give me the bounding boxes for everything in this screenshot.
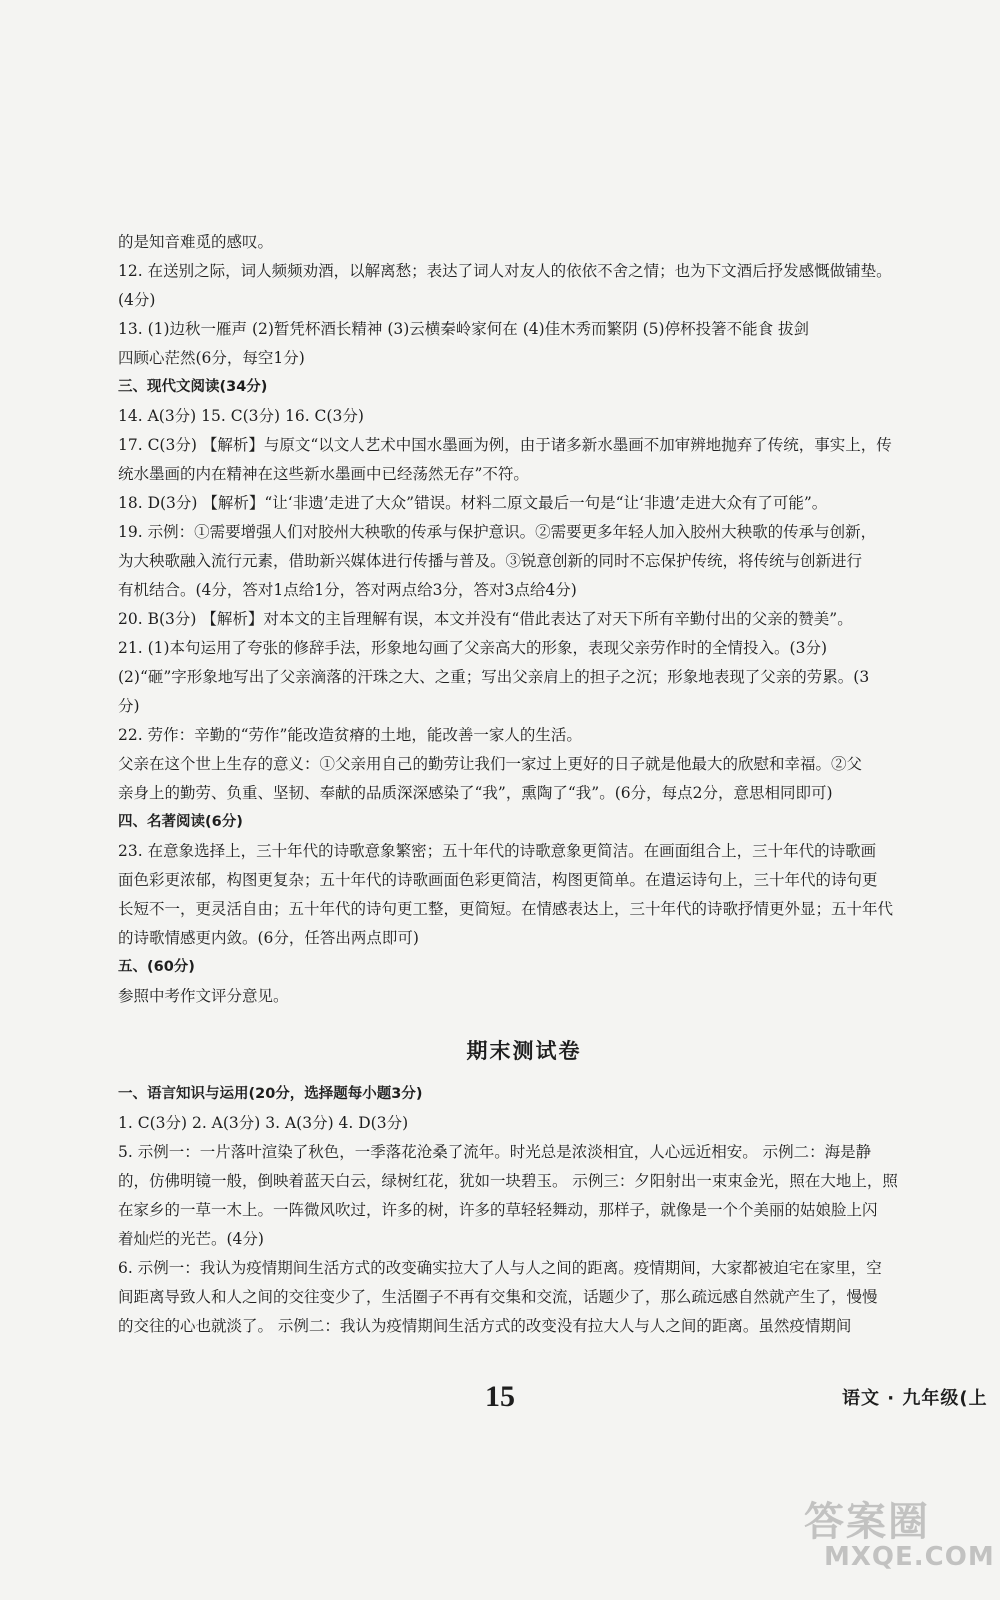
text-line: 20. B(3分) 【解析】对本文的主旨理解有误，本文并没有“借此表达了对天下所有辛勤付出的父亲的赞美”。 bbox=[118, 610, 853, 628]
text-line: 17. C(3分) 【解析】与原文“以文人艺术中国水墨画为例，由于诸多新水墨画不加审辨地抛弃了传统，事实上，传 bbox=[118, 436, 892, 454]
text-line: 长短不一，更灵活自由；五十年代的诗句更工整，更简短。在情感表达上，三十年代的诗歌抒情更外显；五十年代 bbox=[118, 900, 894, 918]
text-line: 面色彩更浓郁，构图更复杂；五十年代的诗歌画面色彩更简洁，构图更简单。在遣运诗句上，三十年代的诗句更 bbox=[118, 871, 878, 889]
watermark-en: MXQE.COM bbox=[824, 1542, 995, 1572]
text-line: 13. (1)边秋一雁声 (2)暂凭杯酒长精神 (3)云横秦岭家何在 (4)佳木秀而繁阴 (5)停杯投箸不能食 拔剑 bbox=[118, 320, 809, 338]
text-line: 6. 示例一：我认为疫情期间生活方式的改变确实拉大了人与人之间的距离。疫情期间，大家都被迫宅在家里，空 bbox=[118, 1259, 882, 1277]
text-line: 21. (1)本句运用了夸张的修辞手法，形象地勾画了父亲高大的形象，表现父亲劳作时的全情投入。(3分) bbox=[118, 639, 827, 657]
watermark-logo bbox=[800, 1490, 995, 1590]
section-heading: 四、名著阅读(6分) bbox=[118, 814, 243, 830]
text-line: 间距离导致人和人之间的交往变少了，生活圈子不再有交集和交流，话题少了，那么疏远感自然就产生了，慢慢 bbox=[118, 1288, 878, 1306]
text-line: 统水墨画的内在精神在这些新水墨画中已经荡然无存”不符。 bbox=[118, 465, 529, 483]
text-line: 着灿烂的光芒。(4分) bbox=[118, 1230, 264, 1248]
text-line: 分) bbox=[118, 697, 140, 715]
exam-title: 期末测试卷 bbox=[466, 1039, 582, 1063]
text-line: 19. 示例：①需要增强人们对胶州大秧歌的传承与保护意识。②需要更多年轻人加入胶州大秧歌的传承与创新， bbox=[118, 523, 877, 541]
text-line: 14. A(3分) 15. C(3分) 16. C(3分) bbox=[118, 407, 364, 425]
text-line: 有机结合。(4分，答对1点给1分，答对两点给3分，答对3点给4分) bbox=[118, 581, 577, 599]
subject-label: 语文 · 九年级(上 bbox=[842, 1388, 988, 1409]
text-line: 1. C(3分) 2. A(3分) 3. A(3分) 4. D(3分) bbox=[118, 1114, 409, 1132]
page-number: 15 bbox=[485, 1380, 515, 1413]
text-line: 23. 在意象选择上，三十年代的诗歌意象繁密；五十年代的诗歌意象更简洁。在画面组合上，三十年代的诗歌画 bbox=[118, 842, 877, 860]
text-line: 5. 示例一：一片落叶渲染了秋色，一季落花沧桑了流年。时光总是浓淡相宜，人心远近相安。 示例二：海是静 bbox=[118, 1143, 872, 1161]
text-line: 18. D(3分) 【解析】“让‘非遗’走进了大众”错误。材料二原文最后一句是“让‘非遗’走进大众有了可能”。 bbox=[118, 494, 828, 512]
text-line: 四顾心茫然(6分，每空1分) bbox=[118, 349, 305, 367]
text-line: 的诗歌情感更内敛。(6分，任答出两点即可) bbox=[118, 929, 419, 947]
text-line: 亲身上的勤劳、负重、坚韧、奉献的品质深深感染了“我”，熏陶了“我”。(6分，每点2分，意思相同即可) bbox=[118, 784, 833, 802]
text-line: (2)“砸”字形象地写出了父亲滴落的汗珠之大、之重；写出父亲肩上的担子之沉；形象地表现了父亲的劳累。(3 bbox=[118, 668, 870, 686]
text-line: 为大秧歌融入流行元素，借助新兴媒体进行传播与普及。③锐意创新的同时不忘保护传统，将传统与创新进行 bbox=[118, 552, 863, 570]
text-line: 12. 在送别之际，词人频频劝酒，以解离愁；表达了词人对友人的依依不舍之情；也为下文酒后抒发感慨做铺垫。 bbox=[118, 262, 892, 280]
text-line: 的交往的心也就淡了。 示例二：我认为疫情期间生活方式的改变没有拉大人与人之间的距离。虽然疫情期间 bbox=[118, 1317, 852, 1335]
section-heading: 三、现代文阅读(34分) bbox=[118, 379, 268, 395]
text-line: 参照中考作文评分意见。 bbox=[118, 987, 289, 1005]
text-line: (4分) bbox=[118, 291, 156, 309]
text-line: 父亲在这个世上生存的意义：①父亲用自己的勤劳让我们一家过上更好的日子就是他最大的欣慰和幸福。②父 bbox=[118, 755, 863, 773]
text-line: 的是知音难觅的感叹。 bbox=[118, 233, 274, 251]
text-line: 在家乡的一草一木上。一阵微风吹过，许多的树，许多的草轻轻舞动，那样子，就像是一个个美丽的姑娘脸上闪 bbox=[118, 1201, 878, 1219]
watermark-cn: 答案圈 bbox=[804, 1499, 930, 1545]
text-line: 的，仿佛明镜一般，倒映着蓝天白云，绿树红花，犹如一块碧玉。 示例三：夕阳射出一束束金光，照在大地上，照 bbox=[118, 1172, 898, 1190]
text-line: 22. 劳作：辛勤的“劳作”能改造贫瘠的土地，能改善一家人的生活。 bbox=[118, 726, 582, 744]
section-heading: 一、语言知识与运用(20分，选择题每小题3分) bbox=[118, 1086, 423, 1102]
section-heading: 五、(60分) bbox=[118, 959, 195, 975]
answer-content bbox=[118, 228, 930, 1341]
